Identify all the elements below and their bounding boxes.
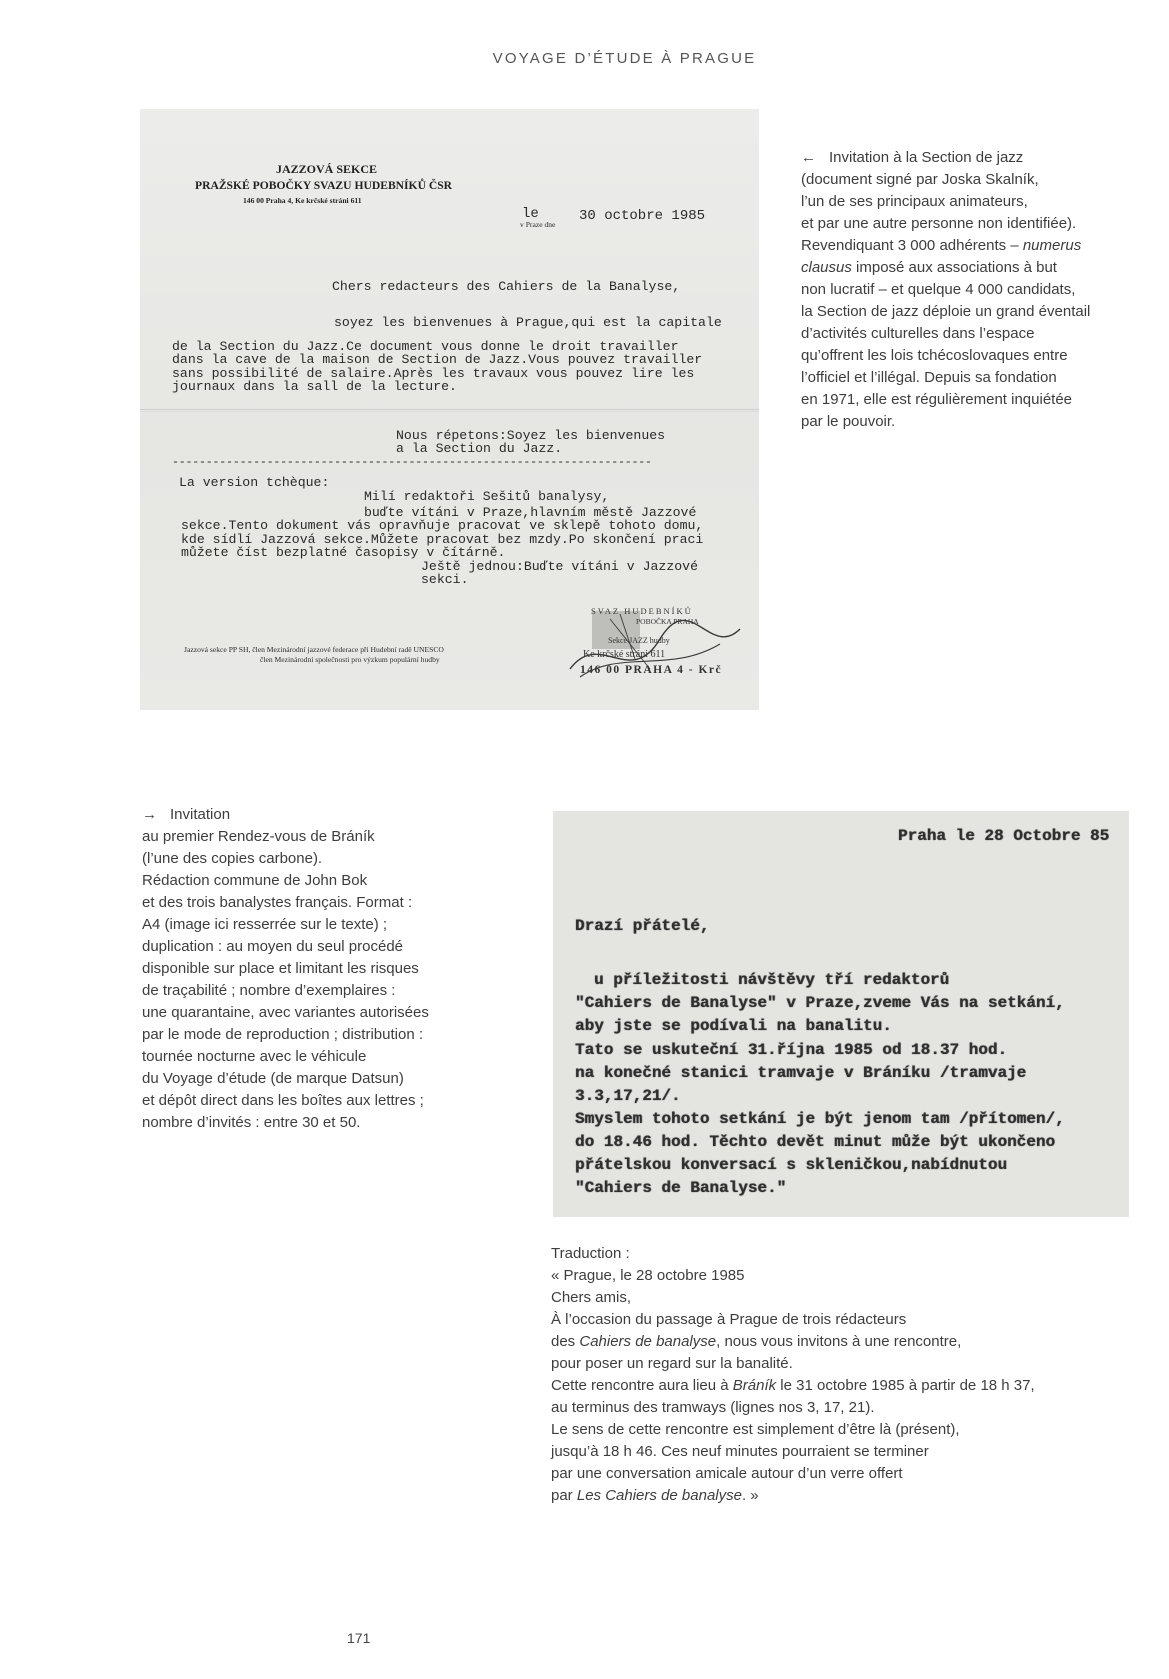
caption-italic: numerus (1022, 237, 1082, 254)
arrow-left-icon: ← (801, 149, 816, 166)
translation-line: « Prague, le 28 octobre 1985 (551, 1267, 745, 1284)
letter-date: 30 octobre 1985 (579, 208, 706, 224)
caption-line: tournée nocturne avec le véhicule (142, 1048, 367, 1065)
paper-fold (140, 409, 759, 410)
body-line: journaux dans la sall de la lecture. (172, 379, 457, 394)
translation-line: jusqu’à 18 h 46. Ces neuf minutes pourraient se terminer (551, 1443, 929, 1460)
body-line: do 18.46 hod. Těchto devět minut může být ukončeno (575, 1133, 1056, 1151)
caption-jazz-section (801, 147, 1090, 433)
caption-line: la Section de jazz déploie un grand éventail (801, 303, 1091, 320)
czech-line: můžete číst bezplatné časopisy v čítárně. (181, 545, 506, 560)
caption-line: au premier Rendez-vous de Bráník (142, 828, 375, 845)
stamp-line: POBOČKA PRAHA (636, 617, 699, 626)
body-line: "Cahiers de Banalyse." (575, 1179, 787, 1197)
stamp-line: Sekce JAZZ hudby (608, 636, 670, 645)
repeat-line: a la Section du Jazz. (396, 441, 563, 456)
translation-fragment: par (551, 1487, 577, 1504)
body-line: "Cahiers de Banalyse" v Praze,zveme Vás na setkání, (575, 994, 1065, 1012)
body-line: přátelskou konversací s skleničkou,nabídnutou (575, 1156, 1008, 1174)
salutation: Drazí přátelé, (575, 917, 710, 935)
caption-line: du Voyage d’étude (de marque Datsun) (142, 1070, 404, 1087)
footer-line: Jazzová sekce PP SH, člen Mezinárodní jazzové federace při Hudební radě UNESCO (184, 645, 444, 654)
body-line: u příležitosti návštěvy tří redaktorů (594, 971, 950, 989)
czech-label: La version tchèque: (179, 475, 330, 490)
salutation: Chers redacteurs des Cahiers de la Banalyse, (332, 279, 681, 294)
arrow-right-icon: → (142, 806, 157, 823)
caption-line: nombre d’invités : entre 30 et 50. (142, 1114, 361, 1131)
translation-label: Traduction : (551, 1245, 630, 1262)
letterhead-address: 146 00 Praha 4, Ke krčské stráni 611 (243, 196, 362, 205)
body-line: dans la cave de la maison de Section de Jazz.Vous pouvez travailler (172, 352, 703, 367)
czech-line: Ještě jednou:Buďte vítáni v Jazzové (421, 559, 698, 574)
caption-line: Revendiquant 3 000 adhérents – (801, 237, 1023, 254)
translation-line: au terminus des tramways (lignes nos 3, 17, 21). (551, 1399, 875, 1416)
caption-line: qu’offrent les lois tchécoslovaques entre (801, 347, 1068, 364)
body-line: 3.3,17,21/. (575, 1087, 681, 1105)
caption-line: et dépôt direct dans les boîtes aux lettres ; (142, 1092, 424, 1109)
body-line: soyez les bienvenues à Prague,qui est la capitale (334, 315, 722, 330)
body-line: de la Section du Jazz.Ce document vous donne le droit travailler (172, 339, 679, 354)
caption-line: (document signé par Joska Skalník, (801, 171, 1039, 188)
translation-italic: Cahiers de banalyse (579, 1333, 717, 1350)
body-line: na konečné stanici tramvaje v Bráníku /tramvaje (575, 1064, 1027, 1082)
date-le: le (522, 206, 539, 222)
footer-line: člen Mezinárodní společnosti pro výzkum populární hudby (260, 655, 440, 664)
letterhead-line: JAZZOVÁ SEKCE (276, 162, 378, 176)
stamp-line: 146 00 PRAHA 4 - Krč (580, 664, 723, 676)
translation-line: À l’occasion du passage à Prague de trois rédacteurs (551, 1311, 907, 1328)
body-line: Tato se uskuteční 31.října 1985 od 18.37 hod. (575, 1041, 1008, 1059)
jazz-section-invitation-letter (140, 109, 759, 710)
caption-line: et des trois banalystes français. Format : (142, 894, 413, 911)
translation-italic: Bráník (732, 1377, 777, 1394)
caption-line: (l’une des copies carbone). (142, 850, 323, 867)
caption-line: l’un de ses principaux animateurs, (801, 193, 1028, 210)
czech-line: sekci. (421, 572, 469, 587)
caption-line: Invitation à la Section de jazz (829, 149, 1024, 166)
translation-fragment: , nous vous invitons à une rencontre, (716, 1333, 962, 1350)
translation-line: pour poser un regard sur la banalité. (551, 1355, 793, 1372)
repeat-line: Nous répetons:Soyez les bienvenues (396, 428, 666, 443)
place-prefix: v Praze dne (520, 220, 556, 229)
translation-line: Chers amis, (551, 1289, 632, 1306)
caption-line: disponible sur place et limitant les risques (142, 960, 419, 977)
caption-line: en 1971, elle est régulièrement inquiétée (801, 391, 1073, 408)
letter-date: Praha le 28 Octobre 85 (898, 827, 1110, 845)
stamp-line: Ke krčské stráni 611 (583, 649, 666, 660)
caption-line: et par une autre personne non identifiée). (801, 215, 1077, 232)
translation-fragment: le 31 octobre 1985 à partir de 18 h 37, (776, 1377, 1035, 1394)
caption-line: par le pouvoir. (801, 413, 896, 430)
caption-line: une quarantaine, avec variantes autorisées (142, 1004, 429, 1021)
caption-branik-invitation (142, 804, 429, 1134)
czech-line: kde sídlí Jazzová sekce.Můžete pracovat bez mzdy.Po skončení praci (181, 532, 704, 547)
czech-line: buďte vítáni v Praze,hlavním městě Jazzové (364, 505, 697, 520)
caption-line: A4 (image ici resserrée sur le texte) ; (142, 916, 388, 933)
caption-line: non lucratif – et quelque 4 000 candidats, (801, 281, 1076, 298)
page-number: 171 (347, 1630, 371, 1646)
caption-line: l’officiel et l’illégal. Depuis sa fondation (801, 369, 1057, 386)
paper-fold (140, 411, 759, 412)
branik-carbon-copy-letter (553, 811, 1129, 1217)
czech-line: sekce.Tento dokument vás opravňuje pracovat ve sklepě tohoto domu, (181, 518, 704, 533)
caption-line: imposé aux associations à but (851, 259, 1057, 276)
caption-line: duplication : au moyen du seul procédé (142, 938, 404, 955)
body-line: Smyslem tohoto setkání je být jenom tam /přítomen/, (575, 1110, 1065, 1128)
caption-line: Rédaction commune de John Bok (142, 872, 368, 889)
czech-line: Milí redaktoři Sešitů banalysy, (364, 489, 610, 504)
running-head: VOYAGE D’ÉTUDE À PRAGUE (492, 50, 757, 67)
body-line: aby jste se podívali na banalitu. (575, 1017, 892, 1035)
stamp-line: SVAZ HUDEBNÍKŮ (591, 606, 693, 616)
body-line: sans possibilité de salaire.Après les travaux vous pouvez lire les (172, 366, 695, 381)
caption-line: d’activités culturelles dans l’espace (801, 325, 1035, 342)
translation-italic: Les Cahiers de banalyse (576, 1487, 742, 1504)
translation-block (551, 1243, 1035, 1507)
translation-line: par une conversation amicale autour d’un verre offert (551, 1465, 903, 1482)
dashed-rule: ----------------------------------------------------------------------- (172, 456, 652, 469)
caption-line: Invitation (170, 806, 231, 823)
translation-fragment: des (551, 1333, 580, 1350)
translation-line: Le sens de cette rencontre est simplement d’être là (présent), (551, 1421, 960, 1438)
caption-italic: clausus (801, 259, 852, 276)
translation-fragment: Cette rencontre aura lieu à (551, 1377, 733, 1394)
translation-fragment: . » (741, 1487, 759, 1504)
caption-line: par le mode de reproduction ; distribution : (142, 1026, 423, 1043)
caption-line: de traçabilité ; nombre d’exemplaires : (142, 982, 396, 999)
letterhead-line: PRAŽSKÉ POBOČKY SVAZU HUDEBNÍKŮ ČSR (195, 179, 453, 192)
